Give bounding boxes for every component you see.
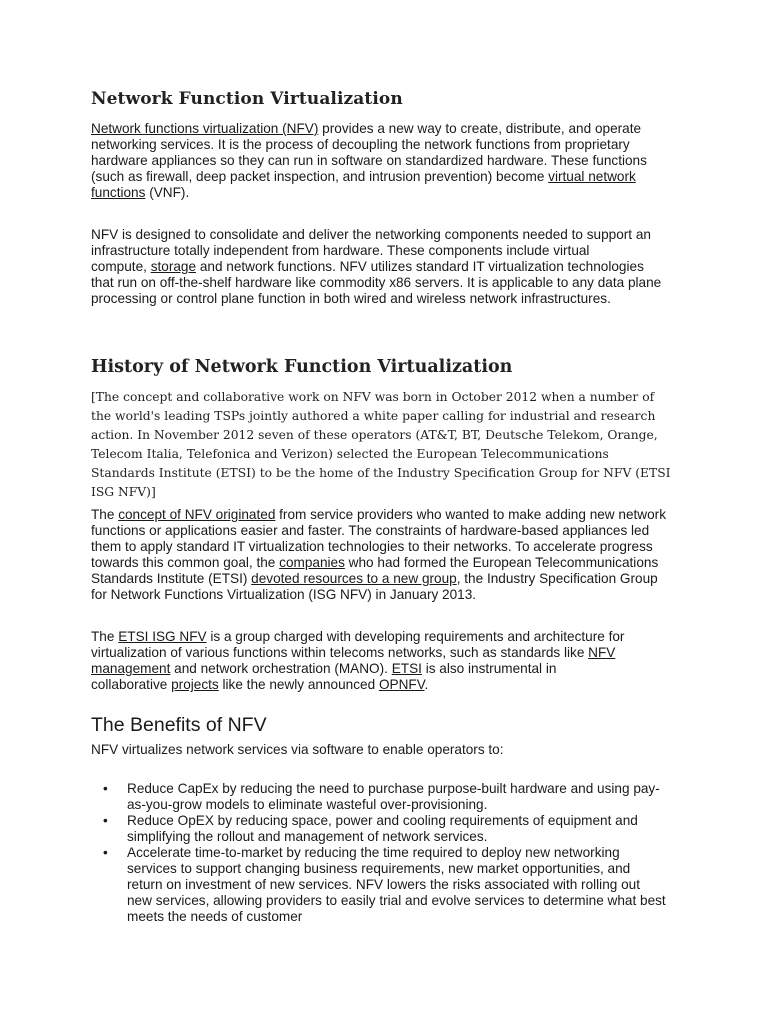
text-line: [91, 571, 666, 587]
bullet-icon: •: [103, 813, 108, 828]
text-segment: collaborative: [91, 677, 172, 692]
text-segment: .: [424, 677, 429, 692]
text-segment: like the newly announced: [218, 677, 379, 692]
text-line: [91, 555, 666, 571]
text-line: [91, 121, 647, 137]
text-segment: virtualization of various functions within telecoms networks, such as standards like: [91, 645, 589, 660]
text-line: [91, 677, 624, 693]
text-segment: towards this common goal, the: [91, 555, 280, 570]
text-line: [91, 661, 624, 677]
text-segment: The: [91, 629, 119, 644]
inline-link[interactable]: NFV: [588, 645, 616, 660]
benefit-line: Reduce CapEx by reducing the need to purchase purpose-built hardware and using pay-: [127, 781, 660, 796]
text-segment: compute,: [91, 259, 151, 274]
benefit-line: new services, allowing providers to easily trial and evolve services to determine what best: [127, 893, 666, 908]
text-line: [91, 645, 624, 661]
benefit-item: [91, 813, 666, 845]
text-segment: (VNF).: [145, 185, 190, 200]
text-segment: networking services. It is the process of decoupling the network functions from proprietary: [91, 137, 630, 152]
benefit-line: services to support changing business requirements, new market opportunities, and: [127, 861, 631, 876]
inline-link[interactable]: projects: [171, 677, 219, 692]
quote-line: Telecom Italia, Telefonica and Verizon) selected the European Telecommunications: [91, 447, 609, 461]
text-line: [91, 137, 647, 153]
inline-link[interactable]: Network functions virtualization (NFV): [91, 121, 319, 136]
inline-link[interactable]: companies: [279, 555, 345, 570]
benefit-line: as-you-grow models to eliminate wasteful over-provisioning.: [127, 797, 488, 812]
text-segment: processing or control plane function in both wired and wireless network infrastructures.: [91, 291, 611, 306]
text-line: [91, 587, 666, 603]
text-segment: infrastructure totally independent from hardware. These components include virtual: [91, 243, 590, 258]
text-segment: and network orchestration (MANO).: [170, 661, 392, 676]
inline-link[interactable]: storage: [150, 259, 197, 274]
section-heading-benefits: The Benefits of NFV: [91, 714, 267, 736]
text-segment: The: [91, 507, 119, 522]
benefit-line: return on investment of new services. NFV lowers the risks associated with rolling out: [127, 877, 640, 892]
inline-link[interactable]: devoted resources to a new group: [251, 571, 457, 586]
text-segment: for Network Functions Virtualization (ISG NFV) in January 2013.: [91, 587, 477, 602]
text-line: [91, 523, 666, 539]
benefits-intro: NFV virtualizes network services via software to enable operators to:: [91, 742, 504, 757]
text-line: [91, 259, 661, 275]
benefit-item: [91, 781, 666, 813]
text-segment: Standards Institute (ETSI): [91, 571, 252, 586]
quote-line: the world's leading TSPs jointly authored a white paper calling for industrial and research: [91, 409, 656, 423]
benefit-line: meets the needs of customer: [127, 909, 303, 924]
inline-link[interactable]: ETSI: [391, 661, 422, 676]
text-segment: from service providers who wanted to make adding new network: [275, 507, 667, 522]
inline-link[interactable]: ETSI ISG NFV: [118, 629, 207, 644]
inline-link[interactable]: management: [91, 661, 171, 676]
inline-link[interactable]: OPNFV: [378, 677, 425, 692]
text-line: [91, 275, 661, 291]
quote-line: [The concept and collaborative work on NFV was born in October 2012 when a number of: [91, 390, 655, 404]
text-line: [91, 539, 666, 555]
text-line: [91, 153, 647, 169]
paragraph-etsi-isg: [91, 629, 624, 693]
quote-line: Standards Institute (ETSI) to be the home of the Industry Specification Group for NFV (ETSI: [91, 466, 671, 480]
text-line: [91, 629, 624, 645]
quote-line: action. In November 2012 seven of these operators (AT&T, BT, Deutsche Telekom, Orange,: [91, 428, 658, 442]
text-segment: is also instrumental in: [421, 661, 557, 676]
text-segment: (such as firewall, deep packet inspection, and intrusion prevention) become: [91, 169, 549, 184]
section-heading-history: History of Network Function Virtualization: [91, 357, 513, 377]
paragraph-nfv-intro: [91, 121, 647, 201]
text-segment: and network functions. NFV utilizes standard IT virtualization technologies: [196, 259, 644, 274]
text-segment: functions or applications easier and faster. The constraints of hardware-based appliances led: [91, 523, 650, 538]
inline-link[interactable]: concept of NFV originated: [118, 507, 276, 522]
benefit-line: simplifying the rollout and management of network services.: [127, 829, 488, 844]
benefit-line: Reduce OpEX by reducing space, power and cooling requirements of equipment and: [127, 813, 638, 828]
text-segment: that run on off-the-shelf hardware like commodity x86 servers. It is applicable to any data plane: [91, 275, 662, 290]
section-heading-nfv: Network Function Virtualization: [91, 89, 403, 109]
text-segment: NFV is designed to consolidate and deliver the networking components needed to support an: [91, 227, 651, 242]
bullet-icon: •: [103, 781, 108, 796]
bullet-icon: •: [103, 845, 108, 860]
text-line: [91, 291, 661, 307]
text-line: [91, 507, 666, 523]
text-segment: , the Industry Specification Group: [456, 571, 658, 586]
text-line: [91, 243, 661, 259]
paragraph-history-origin: [91, 507, 666, 603]
benefit-line: Accelerate time-to-market by reducing the time required to deploy new networking: [127, 845, 620, 860]
text-segment: hardware appliances so they can run in software on standardized hardware. These functions: [91, 153, 647, 168]
paragraph-nfv-design: [91, 227, 661, 307]
history-quote: [91, 388, 671, 502]
text-segment: who had formed the European Telecommunications: [344, 555, 659, 570]
text-segment: is a group charged with developing requirements and architecture for: [206, 629, 625, 644]
text-line: [91, 227, 661, 243]
text-line: [91, 185, 647, 201]
text-segment: provides a new way to create, distribute, and operate: [318, 121, 642, 136]
text-line: [91, 169, 647, 185]
benefits-list: [91, 781, 666, 925]
inline-link[interactable]: functions: [91, 185, 146, 200]
quote-line: ISG NFV)]: [91, 485, 156, 499]
benefit-item: [91, 845, 666, 925]
inline-link[interactable]: virtual network: [548, 169, 636, 184]
text-segment: them to apply standard IT virtualization technologies to their networks. To accelerate progress: [91, 539, 653, 554]
